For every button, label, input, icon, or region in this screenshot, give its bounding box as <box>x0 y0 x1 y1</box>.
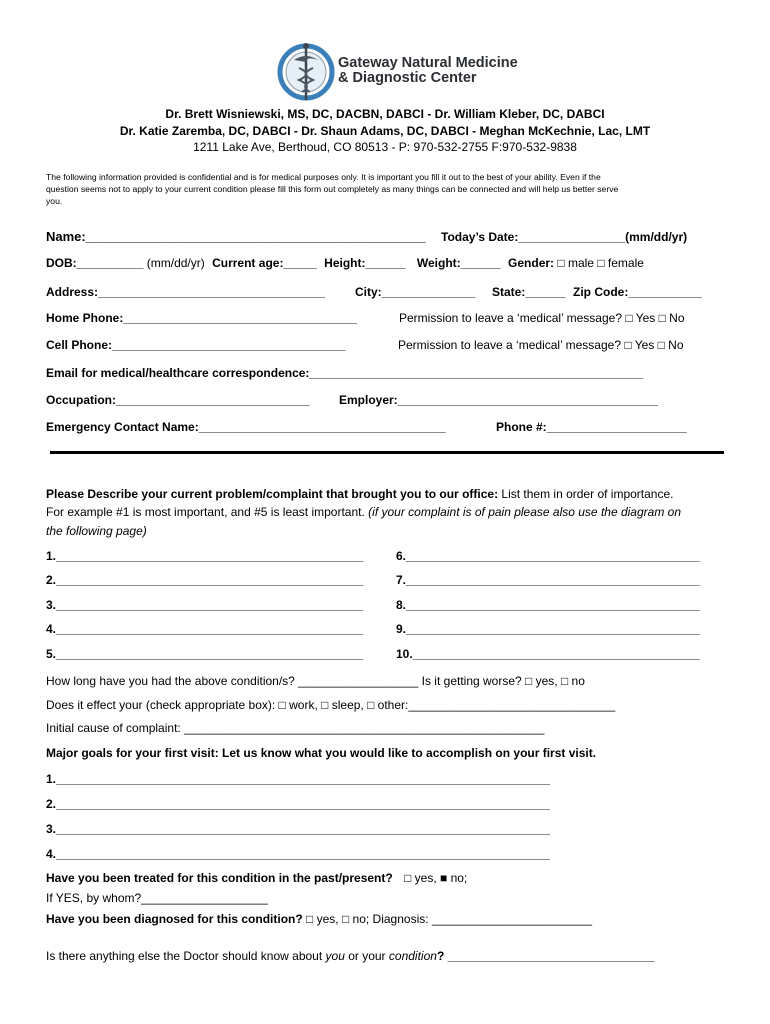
anything-else-condition: condition <box>388 949 437 963</box>
state-field[interactable]: State:______ <box>492 285 566 299</box>
complaint-instructions-line-3: the following page) <box>46 524 147 538</box>
complaint-item[interactable]: 4.______________________________________________ <box>46 622 364 636</box>
clinic-address: 1211 Lake Ave, Berthoud, CO 80513 - P: 970-532-2755 F:970-532-9838 <box>193 140 577 154</box>
complaint-heading <box>46 487 673 501</box>
dob-format: (mm/dd/yr) <box>146 256 205 270</box>
emergency-phone-field[interactable]: Phone #:_____________________ <box>496 420 687 434</box>
complaint-item[interactable]: 8.____________________________________________ <box>396 598 700 612</box>
complaint-item[interactable]: 6.____________________________________________ <box>396 549 700 563</box>
email-field[interactable]: Email for medical/healthcare correspondence:__________________________________________________ <box>46 366 644 380</box>
anything-else-text-1: Is there anything else the Doctor should know about <box>46 949 326 963</box>
weight-field[interactable]: Weight:______ <box>416 256 501 270</box>
treated-checkboxes[interactable]: □ yes, ■ no; <box>404 871 468 885</box>
treated-by-whom-field[interactable]: If YES, by whom?___________________ <box>46 891 268 905</box>
anything-else-question[interactable] <box>46 949 655 963</box>
address-field[interactable]: Address:__________________________________ <box>46 285 325 299</box>
treated-question-label: Have you been treated for this condition in the past/present? <box>46 871 393 885</box>
intro-line-2: question seems not to apply to your current condition please fill this form out completely as many things can be connected and will help us better serve <box>46 184 619 194</box>
name-field[interactable]: Name:_______________________________________________ <box>46 229 426 244</box>
zip-field[interactable]: Zip Code:___________ <box>573 285 702 299</box>
doctors-line-1: Dr. Brett Wisniewski, MS, DC, DACBN, DABCI - Dr. William Kleber, DC, DABCI <box>165 107 605 121</box>
doctors-line-2: Dr. Katie Zaremba, DC, DABCI - Dr. Shaun Adams, DC, DABCI - Meghan McKechnie, Lac, LMT <box>119 124 651 138</box>
complaint-item[interactable]: 3.______________________________________________ <box>46 598 364 612</box>
anything-else-you: you <box>325 949 345 963</box>
complaint-item[interactable]: 7.____________________________________________ <box>396 573 700 587</box>
gender-label: Gender: <box>508 256 555 270</box>
section-divider <box>50 451 724 454</box>
complaint-item[interactable]: 5.______________________________________________ <box>46 647 364 661</box>
clinic-logo <box>272 38 522 104</box>
treated-question <box>46 871 467 885</box>
cell-permission-checkboxes[interactable]: Permission to leave a ‘medical’ message? □ Yes □ No <box>398 338 684 352</box>
goal-item[interactable]: 1.__________________________________________________________________________ <box>46 772 550 786</box>
height-field[interactable]: Height:______ <box>324 256 406 270</box>
diagnosed-checkboxes[interactable]: □ yes, □ no; Diagnosis: ________________________ <box>306 912 593 926</box>
complaint-instructions-italic: (if your complaint is of pain please also use the diagram on <box>368 505 681 519</box>
complaint-item[interactable]: 9.____________________________________________ <box>396 622 700 636</box>
gender-male-checkbox[interactable]: □ male <box>557 256 594 270</box>
current-age-field[interactable]: Current age:_____ <box>212 256 317 270</box>
complaint-item[interactable]: 10.___________________________________________ <box>396 647 700 661</box>
todays-date-field[interactable] <box>441 230 687 244</box>
todays-date-label: Today’s Date:________________(mm/dd/yr) <box>441 230 688 244</box>
complaint-instructions-plain: For example #1 is most important, and #5 is least important. <box>46 505 369 519</box>
goal-item[interactable]: 2.__________________________________________________________________________ <box>46 797 550 811</box>
employer-field[interactable]: Employer:_______________________________________ <box>339 393 658 407</box>
home-phone-field[interactable]: Home Phone:___________________________________ <box>46 311 357 325</box>
goals-heading: Major goals for your first visit: Let us know what you would like to accomplish on your first visit. <box>46 746 597 760</box>
goal-item[interactable]: 3.__________________________________________________________________________ <box>46 822 550 836</box>
complaint-heading-rest: List them in order of importance. <box>498 487 674 501</box>
how-long-question[interactable]: How long have you had the above condition/s? __________________ Is it getting worse? □ yes, □ no <box>46 674 585 688</box>
gender-female-checkbox[interactable]: □ female <box>597 256 644 270</box>
effect-question[interactable]: Does it effect your (check appropriate box): □ work, □ sleep, □ other:_______________________________ <box>46 698 616 712</box>
dob-field[interactable]: DOB:__________ <box>46 256 144 270</box>
diagnosed-question <box>46 912 592 926</box>
emergency-contact-field[interactable]: Emergency Contact Name:_____________________________________ <box>46 420 446 434</box>
occupation-field[interactable]: Occupation:_____________________________ <box>46 393 310 407</box>
goal-item[interactable]: 4.__________________________________________________________________________ <box>46 847 550 861</box>
anything-else-blank: ? _______________________________ <box>436 949 655 963</box>
logo-line-2: & Diagnostic Center <box>338 70 477 86</box>
complaint-instructions <box>46 505 681 519</box>
intro-line-3: you. <box>46 196 63 206</box>
complaint-heading-bold: Please Describe your current problem/complaint that brought you to our office: <box>46 487 499 501</box>
cell-phone-field[interactable]: Cell Phone:___________________________________ <box>46 338 346 352</box>
complaint-item[interactable]: 2.______________________________________________ <box>46 573 364 587</box>
diagnosed-question-label: Have you been diagnosed for this condition? <box>46 912 303 926</box>
home-permission-checkboxes[interactable]: Permission to leave a ‘medical’ message? □ Yes □ No <box>399 311 685 325</box>
anything-else-text-2: or your <box>344 949 389 963</box>
cause-question[interactable]: Initial cause of complaint: ______________________________________________________ <box>46 721 545 735</box>
intro-line-1: The following information provided is confidential and is for medical purposes only. It is important you fill it out to the best of your ability. Even if the <box>46 172 601 182</box>
logo-line-1: Gateway Natural Medicine <box>338 55 518 71</box>
complaint-item[interactable]: 1.______________________________________________ <box>46 549 364 563</box>
city-field[interactable]: City:______________ <box>355 285 476 299</box>
caduceus-logo-icon <box>272 38 340 104</box>
